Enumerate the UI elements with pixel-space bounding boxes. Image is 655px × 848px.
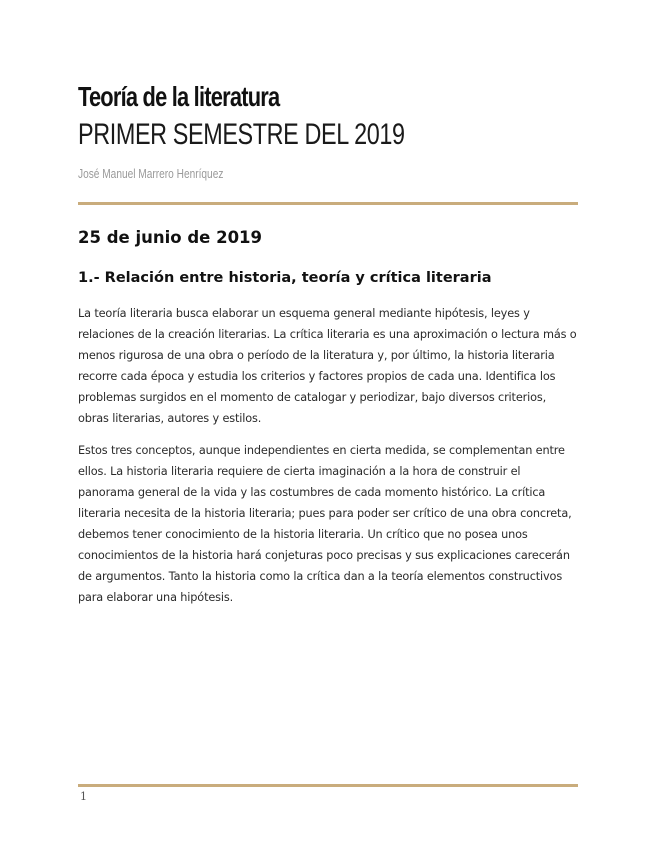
footer-divider xyxy=(78,784,578,787)
paragraph-2: Estos tres conceptos, aunque independientes en cierta medida, se complementan entre ellos. La historia literaria requiere de cierta imaginación a la hora de construir el panorama general de la vida y las costumbres de cada momento histórico. La crítica literaria necesita de la historia literaria; pues para poder ser crítico de una obra concreta, debemos tener conocimiento de la historia literaria. Un crítico que no posea unos conocimientos de la historia hará conjeturas poco precisas y sus explicaciones carecerán de argumentos. Tanto la historia como la crítica dan a la teoría elementos constructivos para elaborar una hipótesis. xyxy=(78,444,572,604)
page-number: 1 xyxy=(80,790,87,803)
author-name: José Manuel Marrero Henríquez xyxy=(78,166,224,181)
document-title: Teoría de la literatura xyxy=(78,81,280,112)
date-heading: 25 de junio de 2019 xyxy=(78,228,263,247)
section-heading: 1.- Relación entre historia, teoría y crítica literaria xyxy=(78,270,492,286)
header-divider xyxy=(78,202,578,205)
document-page xyxy=(78,0,578,848)
document-subtitle: PRIMER SEMESTRE DEL 2019 xyxy=(78,118,405,151)
paragraph-1: La teoría literaria busca elaborar un esquema general mediante hipótesis, leyes y relaciones de la creación literarias. La crítica literaria es una aproximación o lectura más o menos rigurosa de una obra o período de la literatura y, por último, la historia literaria recorre cada época y estudia los criterios y factores propios de cada una. Identifica los problemas surgidos en el momento de catalogar y periodizar, bajo diversos criterios, obras literarias, autores y estilos. xyxy=(78,307,577,425)
